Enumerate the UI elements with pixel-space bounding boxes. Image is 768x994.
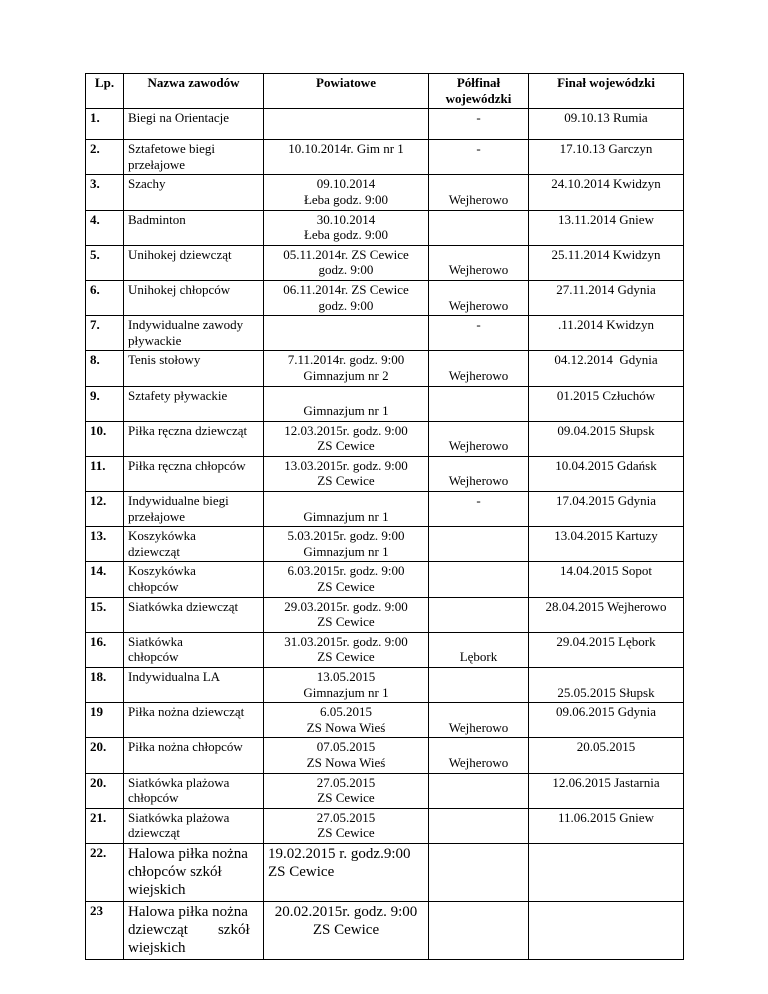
table-row xyxy=(86,703,684,738)
semifinal-stage-cell xyxy=(429,492,529,527)
competition-name-cell xyxy=(124,562,264,597)
cell-line: 19.02.2015 r. godz.9:00 xyxy=(268,845,411,862)
final-stage-cell xyxy=(529,901,684,959)
row-number: 12. xyxy=(86,492,124,527)
table-row xyxy=(86,597,684,632)
row-number: 8. xyxy=(86,351,124,386)
cell-line: chłopców szkół xyxy=(128,863,222,880)
semifinal-stage-cell xyxy=(429,210,529,245)
header-competition-name: Nazwa zawodów xyxy=(124,74,264,109)
cell-line: 09.04.2015 Słupsk xyxy=(557,422,655,438)
cell-line: 07.05.2015 xyxy=(316,739,376,755)
cell-line: Piłka nożna dziewcząt xyxy=(128,704,245,720)
competition-name-cell xyxy=(124,773,264,808)
final-stage-cell xyxy=(529,245,684,280)
row-number: 5. xyxy=(86,245,124,280)
semifinal-stage-cell xyxy=(429,738,529,773)
row-number: 15. xyxy=(86,597,124,632)
semifinal-stage-cell xyxy=(429,245,529,280)
cell-line: Gimnazjum nr 1 xyxy=(303,684,389,700)
competition-name-cell xyxy=(124,210,264,245)
cell-line: Siatkówka dziewcząt xyxy=(128,598,239,614)
competition-name-cell xyxy=(124,351,264,386)
cell-line: 27.05.2015 xyxy=(316,809,376,825)
table-row xyxy=(86,456,684,491)
cell-line: 6.03.2015r. godz. 9:00 xyxy=(287,563,405,579)
cell-line: Unihokej dziewcząt xyxy=(128,246,232,262)
county-stage-cell xyxy=(264,421,429,456)
cell-line: Indywidualna LA xyxy=(128,669,221,684)
cell-line: przełajowe xyxy=(128,156,186,172)
county-stage-cell xyxy=(264,668,429,703)
competition-name-cell xyxy=(124,109,264,140)
table-row xyxy=(86,386,684,421)
cell-line xyxy=(433,704,524,720)
final-stage-cell xyxy=(529,527,684,562)
cell-line: Halowa piłka nożna xyxy=(128,845,248,862)
cell-line: 04.12.2014 Gdynia xyxy=(554,352,658,368)
cell-line: 29.03.2015r. godz. 9:00 xyxy=(284,598,408,614)
table-row xyxy=(86,316,684,351)
table-row xyxy=(86,351,684,386)
cell-line xyxy=(268,388,424,404)
cell-line: 17.10.13 Garczyn xyxy=(559,141,653,157)
cell-line: 10.10.2014r. Gim nr 1 xyxy=(288,141,404,157)
final-stage-cell xyxy=(529,175,684,210)
cell-line: ZS Cewice xyxy=(317,790,375,806)
competition-name-cell xyxy=(124,527,264,562)
cell-line xyxy=(433,282,524,298)
semifinal-stage-cell xyxy=(429,386,529,421)
cell-line: 20.05.2015 xyxy=(576,739,636,755)
county-stage-cell xyxy=(264,703,429,738)
cell-line: ZS Nowa Wieś xyxy=(306,754,386,770)
semifinal-stage-cell xyxy=(429,843,529,901)
semifinal-stage-cell xyxy=(429,597,529,632)
cell-line: Piłka nożna chłopców xyxy=(128,739,243,755)
competition-name-cell xyxy=(124,456,264,491)
cell-line: 28.04.2015 Wejherowo xyxy=(545,598,667,614)
competition-name-cell xyxy=(124,597,264,632)
row-number: 9. xyxy=(86,386,124,421)
county-stage-cell xyxy=(264,210,429,245)
table-row xyxy=(86,808,684,843)
county-stage-cell xyxy=(264,843,429,901)
competition-name-cell xyxy=(124,738,264,773)
row-number: 21. xyxy=(86,808,124,843)
final-stage-cell xyxy=(529,109,684,140)
county-stage-cell xyxy=(264,140,429,175)
row-number: 4. xyxy=(86,210,124,245)
cell-line: 25.11.2014 Kwidzyn xyxy=(551,246,661,262)
semifinal-stage-cell xyxy=(429,316,529,351)
cell-line: 25.05.2015 Słupsk xyxy=(557,684,655,700)
cell-line: Wejherowo xyxy=(448,438,509,454)
semifinal-stage-cell xyxy=(429,351,529,386)
cell-line: Piłka ręczna chłopców xyxy=(128,457,246,473)
semifinal-stage-cell xyxy=(429,668,529,703)
cell-line: 24.10.2014 Kwidzyn xyxy=(551,176,661,192)
table-row xyxy=(86,421,684,456)
cell-line: Siatkówka plażowa xyxy=(128,809,230,825)
semifinal-stage-cell xyxy=(429,562,529,597)
cell-line: ZS Cewice xyxy=(312,921,380,938)
cell-line: 5.03.2015r. godz. 9:00 xyxy=(287,528,405,544)
cell-line: pływackie xyxy=(128,332,182,348)
row-number: 10. xyxy=(86,421,124,456)
competition-name-cell xyxy=(124,316,264,351)
cell-line: ZS Nowa Wieś xyxy=(306,719,386,735)
competition-name-cell xyxy=(124,386,264,421)
final-stage-cell xyxy=(529,386,684,421)
cell-line: Wejherowo xyxy=(448,297,509,313)
cell-line: ZS Cewice xyxy=(317,473,375,489)
row-number: 20. xyxy=(86,738,124,773)
cell-line: Badminton xyxy=(128,211,186,227)
header-row xyxy=(86,74,684,109)
cell-line: chłopców xyxy=(128,579,179,595)
final-stage-cell xyxy=(529,597,684,632)
header-county-stage: Powiatowe xyxy=(264,74,429,109)
header-semifinal-line2: wojewódzki xyxy=(445,90,512,106)
semifinal-stage-cell xyxy=(429,901,529,959)
semifinal-stage-cell xyxy=(429,109,529,140)
cell-line: chłopców xyxy=(128,790,179,806)
final-stage-cell xyxy=(529,316,684,351)
cell-line: dziewcząt xyxy=(128,825,180,841)
cell-line: Unihokej chłopców xyxy=(128,281,231,297)
competitions-table xyxy=(85,73,684,960)
cell-line: Gimnazjum nr 1 xyxy=(303,543,389,559)
cell-line xyxy=(433,458,524,474)
county-stage-cell xyxy=(264,773,429,808)
cell-line: 09.10.2014 xyxy=(316,176,376,192)
row-number: 1. xyxy=(86,109,124,140)
table-row xyxy=(86,562,684,597)
county-stage-cell xyxy=(264,632,429,667)
cell-line: 01.2015 Człuchów xyxy=(556,387,656,403)
semifinal-stage-cell xyxy=(429,175,529,210)
semifinal-stage-cell xyxy=(429,773,529,808)
competition-name-cell xyxy=(124,175,264,210)
cell-line: Wejherowo xyxy=(448,367,509,383)
competition-name-cell xyxy=(124,843,264,901)
table-row xyxy=(86,632,684,667)
cell-line: - xyxy=(476,141,481,157)
competition-name-cell xyxy=(124,668,264,703)
cell-line: dziewcząt xyxy=(128,543,180,559)
cell-line: Gimnazjum nr 2 xyxy=(303,367,389,383)
table-row xyxy=(86,140,684,175)
county-stage-cell xyxy=(264,808,429,843)
final-stage-cell xyxy=(529,280,684,315)
final-stage-cell xyxy=(529,703,684,738)
cell-line: 31.03.2015r. godz. 9:00 xyxy=(284,633,408,649)
table-row xyxy=(86,901,684,959)
cell-line: 30.10.2014 xyxy=(316,211,376,227)
cell-line: 6.05.2015 xyxy=(320,704,372,720)
header-lp: Lp. xyxy=(86,74,124,109)
cell-line xyxy=(433,176,524,192)
final-stage-cell xyxy=(529,140,684,175)
table-row xyxy=(86,109,684,140)
competition-name-cell xyxy=(124,808,264,843)
cell-line: 20.02.2015r. godz. 9:00 xyxy=(274,903,418,920)
final-stage-cell xyxy=(529,562,684,597)
final-stage-cell xyxy=(529,456,684,491)
cell-line: 13.04.2015 Kartuzy xyxy=(554,528,658,544)
cell-line: dziewcząt szkół xyxy=(128,921,250,938)
semifinal-stage-cell xyxy=(429,703,529,738)
semifinal-stage-cell xyxy=(429,280,529,315)
cell-line: Sztafety pływackie xyxy=(128,387,228,403)
semifinal-stage-cell xyxy=(429,527,529,562)
row-number: 2. xyxy=(86,140,124,175)
final-stage-cell xyxy=(529,492,684,527)
cell-line: wiejskich xyxy=(128,939,186,956)
competition-name-cell xyxy=(124,703,264,738)
cell-line: 09.06.2015 Gdynia xyxy=(555,704,657,720)
cell-line: Gimnazjum nr 1 xyxy=(303,403,389,419)
cell-line: Szachy xyxy=(128,176,166,192)
table-row xyxy=(86,280,684,315)
county-stage-cell xyxy=(264,562,429,597)
final-stage-cell xyxy=(529,738,684,773)
cell-line: ZS Cewice xyxy=(317,438,375,454)
final-stage-cell xyxy=(529,808,684,843)
cell-line: 13.03.2015r. godz. 9:00 xyxy=(284,457,408,473)
cell-line: 7.11.2014r. godz. 9:00 xyxy=(287,352,405,368)
county-stage-cell xyxy=(264,901,429,959)
competition-name-cell xyxy=(124,140,264,175)
semifinal-stage-cell xyxy=(429,140,529,175)
final-stage-cell xyxy=(529,351,684,386)
county-stage-cell xyxy=(264,109,429,140)
cell-line: 27.11.2014 Gdynia xyxy=(556,281,656,297)
cell-line: - xyxy=(476,493,481,509)
header-final-stage: Finał wojewódzki xyxy=(529,74,684,109)
cell-line: ZS Cewice xyxy=(268,863,335,880)
cell-line: 14.04.2015 Sopot xyxy=(559,563,653,579)
cell-line xyxy=(433,634,524,650)
competition-name-cell xyxy=(124,421,264,456)
cell-line xyxy=(533,669,679,685)
cell-line: Indywidualne zawody xyxy=(128,317,244,333)
cell-line: Łeba godz. 9:00 xyxy=(303,191,389,207)
row-number: 22. xyxy=(86,843,124,901)
cell-line xyxy=(433,247,524,263)
cell-line: - xyxy=(476,110,481,126)
table-row xyxy=(86,492,684,527)
row-number: 6. xyxy=(86,280,124,315)
table-header xyxy=(86,74,684,109)
cell-line: chłopców xyxy=(128,649,179,665)
cell-line: Wejherowo xyxy=(448,719,509,735)
county-stage-cell xyxy=(264,245,429,280)
cell-line xyxy=(433,739,524,755)
final-stage-cell xyxy=(529,668,684,703)
cell-line: Wejherowo xyxy=(448,262,509,278)
cell-line: ZS Cewice xyxy=(317,614,375,630)
cell-line: 27.05.2015 xyxy=(316,774,376,790)
county-stage-cell xyxy=(264,386,429,421)
table-row xyxy=(86,175,684,210)
cell-line: 05.11.2014r. ZS Cewice xyxy=(283,246,409,262)
county-stage-cell xyxy=(264,527,429,562)
table-row xyxy=(86,668,684,703)
cell-line: 17.04.2015 Gdynia xyxy=(555,493,657,509)
row-number: 20. xyxy=(86,773,124,808)
cell-line: Biegi na Orientacje xyxy=(128,110,230,126)
semifinal-stage-cell xyxy=(429,456,529,491)
cell-line: godz. 9:00 xyxy=(318,297,374,313)
county-stage-cell xyxy=(264,175,429,210)
county-stage-cell xyxy=(264,316,429,351)
cell-line: Łeba godz. 9:00 xyxy=(303,227,389,243)
table-row xyxy=(86,210,684,245)
cell-line xyxy=(268,493,424,509)
row-number: 14. xyxy=(86,562,124,597)
cell-line: 06.11.2014r. ZS Cewice xyxy=(283,281,409,297)
cell-line: Lębork xyxy=(459,649,498,665)
final-stage-cell xyxy=(529,421,684,456)
row-number: 18. xyxy=(86,668,124,703)
final-stage-cell xyxy=(529,843,684,901)
cell-line: Sztafetowe biegi xyxy=(128,141,215,157)
cell-line: ZS Cewice xyxy=(317,649,375,665)
row-number: 23 xyxy=(86,901,124,959)
row-number: 3. xyxy=(86,175,124,210)
header-semifinal-line1: Półfinał xyxy=(456,75,501,90)
table-row xyxy=(86,843,684,901)
cell-line xyxy=(433,352,524,368)
competition-name-cell xyxy=(124,492,264,527)
cell-line: .11.2014 Kwidzyn xyxy=(558,317,654,333)
cell-line xyxy=(433,423,524,439)
cell-line: wiejskich xyxy=(128,881,186,898)
row-number: 11. xyxy=(86,456,124,491)
county-stage-cell xyxy=(264,597,429,632)
competition-name-cell xyxy=(124,280,264,315)
cell-line: godz. 9:00 xyxy=(318,262,374,278)
row-number: 19 xyxy=(86,703,124,738)
final-stage-cell xyxy=(529,773,684,808)
cell-line: 13.11.2014 Gniew xyxy=(558,211,654,227)
row-number: 7. xyxy=(86,316,124,351)
table-row xyxy=(86,738,684,773)
cell-line: Wejherowo xyxy=(448,754,509,770)
county-stage-cell xyxy=(264,280,429,315)
county-stage-cell xyxy=(264,456,429,491)
final-stage-cell xyxy=(529,632,684,667)
cell-line: 12.06.2015 Jastarnia xyxy=(552,774,660,790)
cell-line: 09.10.13 Rumia xyxy=(564,110,648,126)
cell-line: ZS Cewice xyxy=(317,579,375,595)
cell-line: - xyxy=(476,317,481,333)
semifinal-stage-cell xyxy=(429,632,529,667)
cell-line: 13.05.2015 xyxy=(316,669,376,684)
cell-line: Halowa piłka nożna xyxy=(128,903,248,920)
cell-line: ZS Cewice xyxy=(317,825,375,841)
cell-line: Indywidualne biegi xyxy=(128,493,229,509)
county-stage-cell xyxy=(264,738,429,773)
county-stage-cell xyxy=(264,351,429,386)
cell-line: Gimnazjum nr 1 xyxy=(303,508,389,524)
cell-line: Koszykówka xyxy=(128,528,196,544)
semifinal-stage-cell xyxy=(429,808,529,843)
cell-line: Wejherowo xyxy=(448,191,509,207)
cell-line: 10.04.2015 Gdańsk xyxy=(555,457,657,473)
row-number: 13. xyxy=(86,527,124,562)
semifinal-stage-cell xyxy=(429,421,529,456)
cell-line: Piłka ręczna dziewcząt xyxy=(128,422,248,438)
table-row xyxy=(86,527,684,562)
cell-line: 11.06.2015 Gniew xyxy=(558,809,654,825)
header-semifinal-stage xyxy=(429,74,529,109)
cell-line: Siatkówka xyxy=(128,633,183,649)
row-number: 16. xyxy=(86,632,124,667)
competition-name-cell xyxy=(124,245,264,280)
cell-line: 12.03.2015r. godz. 9:00 xyxy=(284,422,408,438)
table-body xyxy=(86,109,684,960)
cell-line: Tenis stołowy xyxy=(128,352,201,368)
competition-name-cell xyxy=(124,632,264,667)
table-row xyxy=(86,773,684,808)
table-row xyxy=(86,245,684,280)
county-stage-cell xyxy=(264,492,429,527)
cell-line: przełajowe xyxy=(128,508,186,524)
final-stage-cell xyxy=(529,210,684,245)
cell-line: Koszykówka xyxy=(128,563,196,579)
cell-line: 29.04.2015 Lębork xyxy=(556,633,656,649)
competition-name-cell xyxy=(124,901,264,959)
cell-line: Wejherowo xyxy=(448,473,509,489)
cell-line: Siatkówka plażowa xyxy=(128,774,230,790)
